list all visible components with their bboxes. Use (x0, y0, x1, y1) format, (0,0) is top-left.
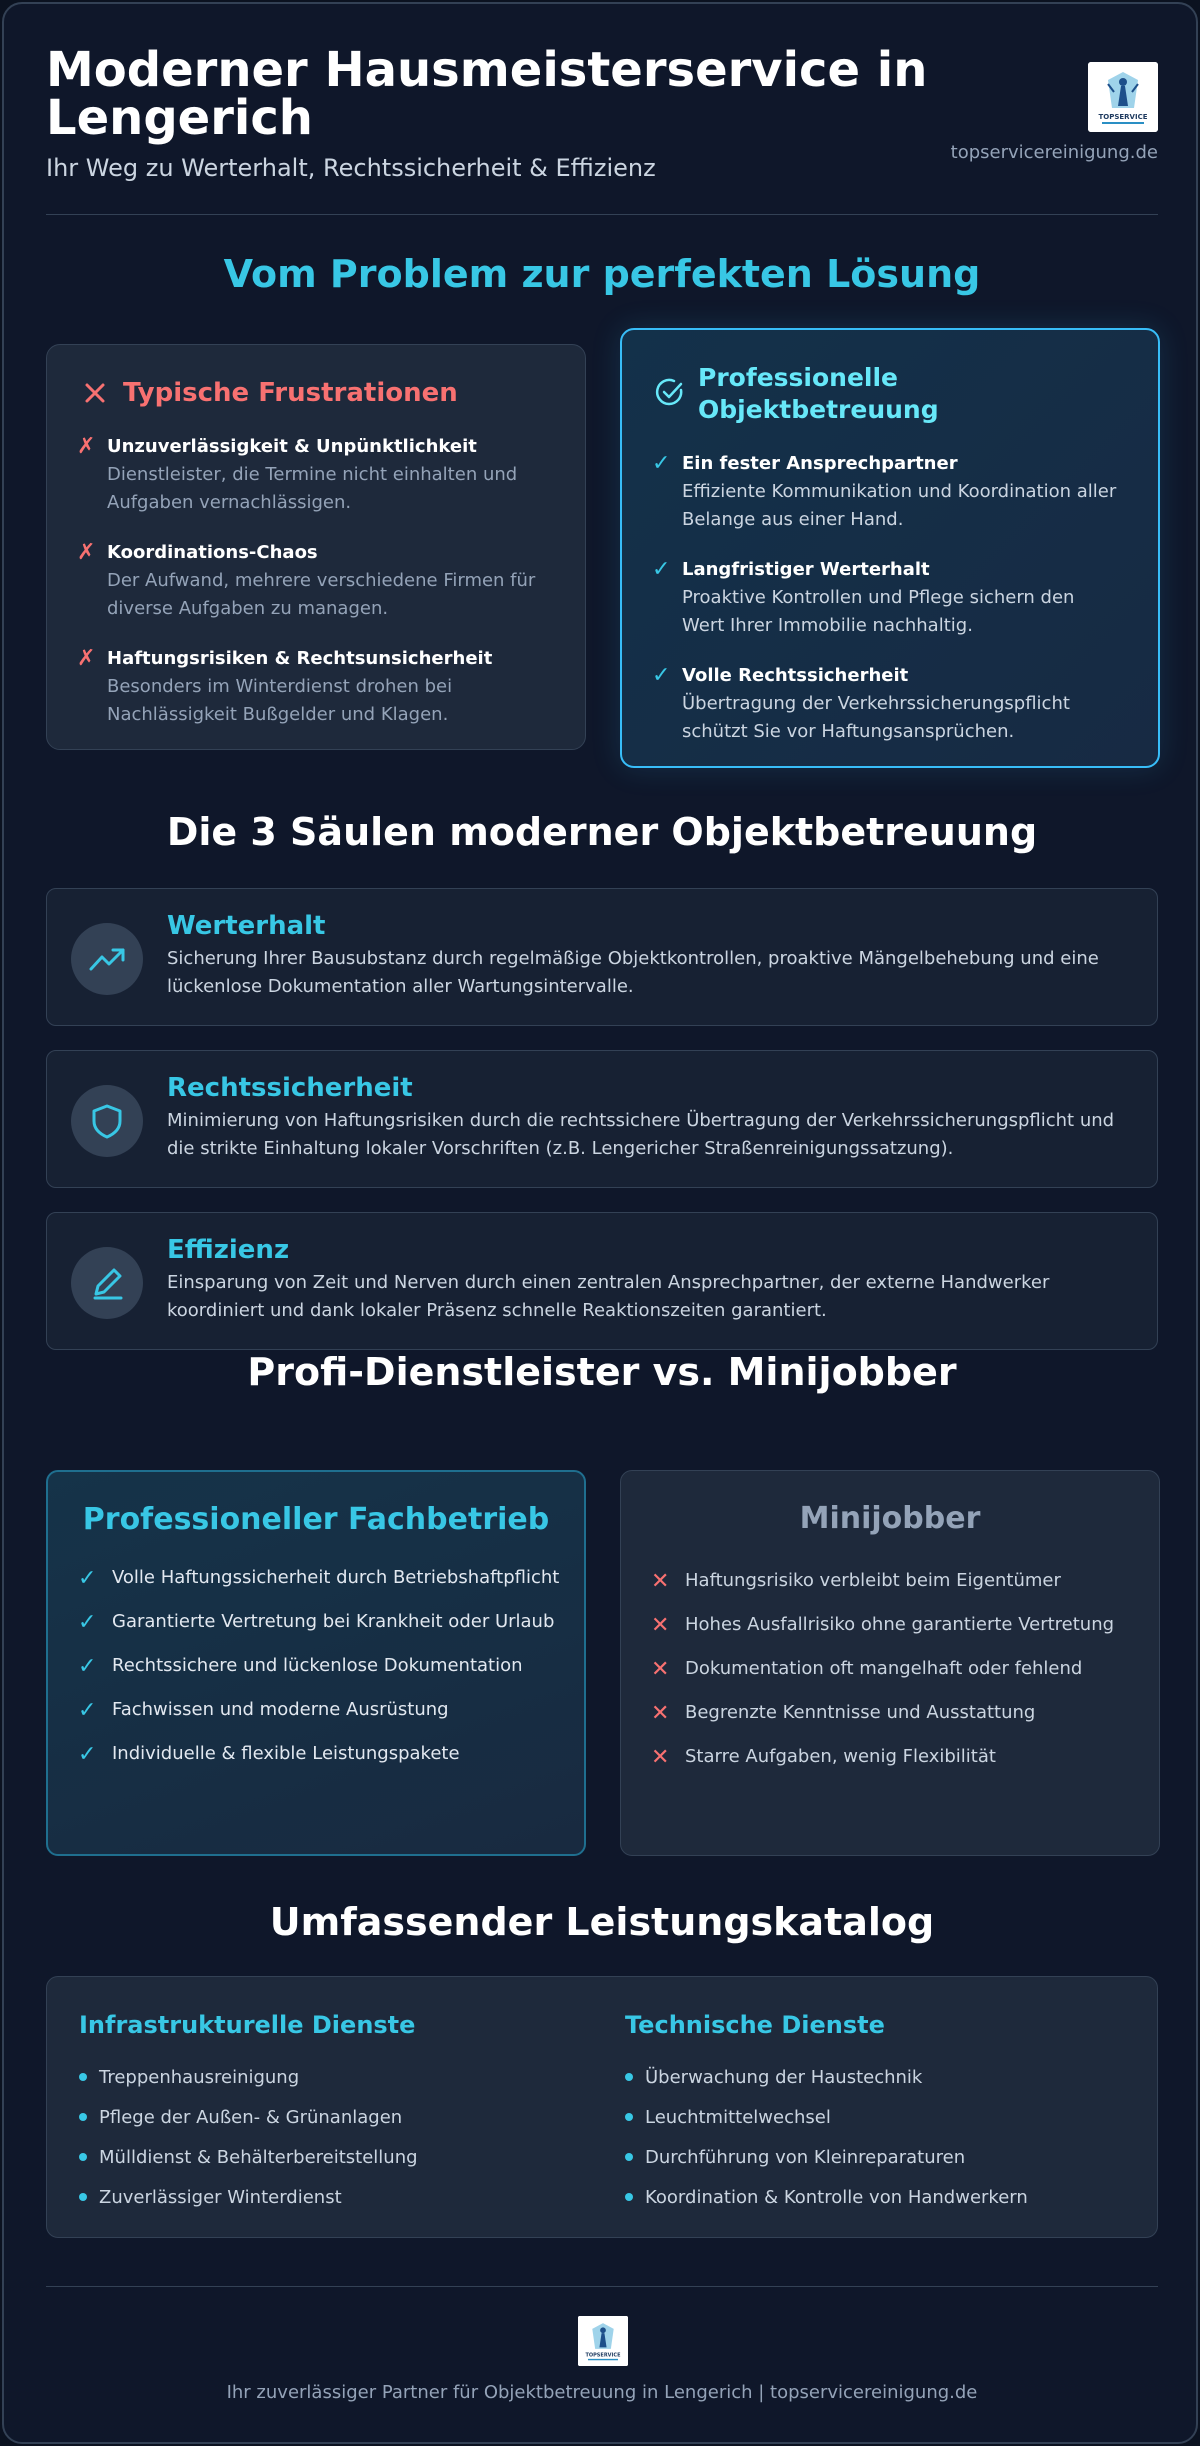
solution-item (652, 556, 1122, 640)
service-item (79, 2097, 579, 2137)
header (46, 42, 1158, 216)
pillar-card (46, 1050, 1158, 1188)
catalog-heading: Umfassender Leistungskatalog (269, 1900, 935, 1944)
check-circle-icon (654, 376, 686, 408)
page-subtitle: Ihr Weg zu Werterhalt, Rechtssicherheit & Effizienz (46, 154, 656, 182)
pillar-desc: Einsparung von Zeit und Nerven durch einen zentralen Ansprechpartner, der externe Handwerker koordiniert und dank lokaler Präsenz schnelle Reaktionszeiten garantiert. (167, 1272, 1050, 1321)
solutions-card (620, 328, 1160, 768)
minijobber-item-text: Begrenzte Kenntnisse und Ausstattung (685, 1702, 1036, 1723)
bullet-icon (79, 2073, 87, 2081)
problem-title: Koordinations-Chaos (107, 542, 318, 563)
trending-up-icon (87, 939, 127, 979)
service-item (625, 2057, 1125, 2097)
service-item-text: Pflege der Außen- & Grünanlagen (99, 2106, 403, 2128)
minijobber-item-text: Hohes Ausfallrisiko ohne garantierte Vertretung (685, 1614, 1115, 1635)
service-item-text: Treppenhausreinigung (99, 2066, 300, 2088)
company-logo (1088, 62, 1158, 132)
problem-item (77, 539, 557, 623)
minijobber-item (651, 1611, 1141, 1639)
pillar-title: Effizienz (167, 1235, 290, 1265)
pillar-card (46, 1212, 1158, 1350)
minijobber-item-text: Dokumentation oft mangelhaft oder fehlend (685, 1658, 1083, 1679)
bullet-icon (625, 2073, 633, 2081)
service-item (625, 2097, 1125, 2137)
pillar-title: Rechtssicherheit (167, 1073, 413, 1103)
professional-item (78, 1564, 568, 1592)
professional-title: Professioneller Fachbetrieb (82, 1502, 550, 1537)
bullet-icon (79, 2193, 87, 2201)
pencil-icon (87, 1263, 127, 1303)
cross-mark-icon: ✗ (77, 540, 96, 565)
professional-item (78, 1608, 568, 1636)
problem-desc: Dienstleister, die Termine nicht einhalten und Aufgaben vernachlässigen. (107, 464, 518, 513)
close-icon: ✕ (651, 1568, 670, 1594)
professional-item (78, 1696, 568, 1724)
logo-icon (578, 2316, 628, 2366)
infrastructure-column (79, 2011, 579, 2217)
pillar-icon-circle (71, 1085, 143, 1157)
solution-item (652, 662, 1122, 746)
solution-desc: Proaktive Kontrollen und Pflege sichern den Wert Ihrer Immobilie nachhaltig. (682, 587, 1075, 636)
solution-desc: Effiziente Kommunikation und Koordination aller Belange aus einer Hand. (682, 481, 1117, 530)
pillars-heading: Die 3 Säulen moderner Objektbetreuung (166, 810, 1038, 854)
minijobber-item (651, 1743, 1141, 1771)
service-item (79, 2177, 579, 2217)
solution-item (652, 450, 1122, 534)
problem-title: Haftungsrisiken & Rechtsunsicherheit (107, 648, 493, 669)
close-icon: ✕ (651, 1612, 670, 1638)
service-item-text: Leuchtmittelwechsel (645, 2106, 831, 2128)
header-divider (46, 214, 1158, 215)
pillar-title: Werterhalt (167, 911, 326, 941)
check-icon: ✓ (78, 1653, 97, 1679)
check-icon: ✓ (78, 1741, 97, 1767)
footer-divider (46, 2286, 1158, 2287)
service-item (79, 2057, 579, 2097)
pillar-card (46, 888, 1158, 1026)
problems-title: Typische Frustrationen (123, 378, 458, 408)
comparison-heading: Profi-Dienstleister vs. Minijobber (247, 1350, 957, 1394)
bullet-icon (625, 2153, 633, 2161)
logo-wordmark: TOPSERVICE (1098, 113, 1148, 121)
technical-title: Technische Dienste (625, 2011, 885, 2039)
pillar-desc: Minimierung von Haftungsrisiken durch die rechtssichere Übertragung der Verkehrssicherungspflicht und die strikte Einhaltung lokaler Vorschriften (z.B. Lengericher Straßenreinigungssatzung). (167, 1110, 1115, 1159)
service-item-text: Mülldienst & Behälterbereitstellung (99, 2146, 418, 2168)
problems-card (46, 344, 586, 750)
bullet-icon (79, 2153, 87, 2161)
close-icon: ✕ (651, 1744, 670, 1770)
bullet-icon (79, 2113, 87, 2121)
professional-item-text: Fachwissen und moderne Ausrüstung (112, 1699, 449, 1720)
professional-item-text: Volle Haftungssicherheit durch Betriebshaftpflicht (112, 1567, 560, 1588)
pillar-desc: Sicherung Ihrer Bausubstanz durch regelmäßige Objektkontrollen, proaktive Mängelbehebung und eine lückenlose Dokumentation aller Wartungsintervalle. (167, 948, 1099, 997)
pillar-icon-circle (71, 923, 143, 995)
check-icon: ✓ (78, 1609, 97, 1635)
check-mark-icon: ✓ (652, 451, 671, 476)
minijobber-item (651, 1655, 1141, 1683)
professional-item (78, 1652, 568, 1680)
service-item (79, 2137, 579, 2177)
shield-icon (87, 1101, 127, 1141)
service-item-text: Koordination & Kontrolle von Handwerkern (645, 2186, 1028, 2208)
cross-mark-icon: ✗ (77, 434, 96, 459)
minijobber-title: Minijobber (799, 1501, 981, 1536)
services-catalog (46, 1976, 1158, 2238)
cross-mark-icon: ✗ (77, 646, 96, 671)
professional-item (78, 1740, 568, 1768)
close-icon: ✕ (651, 1656, 670, 1682)
professional-item-text: Rechtssichere und lückenlose Dokumentation (112, 1655, 523, 1676)
problem-desc: Der Aufwand, mehrere verschiedene Firmen für diverse Aufgaben zu managen. (107, 570, 536, 619)
solutions-title: Professionelle Objektbetreuung (698, 363, 939, 424)
minijobber-item (651, 1567, 1141, 1595)
professional-item-text: Individuelle & flexible Leistungspakete (112, 1743, 460, 1764)
solution-title: Langfristiger Werterhalt (682, 559, 930, 580)
service-item (625, 2177, 1125, 2217)
service-item (625, 2137, 1125, 2177)
minijobber-card (620, 1470, 1160, 1856)
technical-column (625, 2011, 1125, 2217)
minijobber-item-text: Haftungsrisiko verbleibt beim Eigentümer (685, 1570, 1061, 1591)
problem-item (77, 433, 557, 517)
footer-text: Ihr zuverlässiger Partner für Objektbetreuung in Lengerich | topservicereinigung.de (226, 2382, 978, 2403)
infographic-page (2, 2, 1198, 2444)
problem-solution-heading: Vom Problem zur perfekten Lösung (223, 252, 981, 296)
pillar-icon-circle (71, 1247, 143, 1319)
solution-title: Ein fester Ansprechpartner (682, 453, 958, 474)
check-icon: ✓ (78, 1565, 97, 1591)
service-item-text: Durchführung von Kleinreparaturen (645, 2146, 966, 2168)
minijobber-item-text: Starre Aufgaben, wenig Flexibilität (685, 1746, 996, 1767)
bullet-icon (625, 2113, 633, 2121)
infrastructure-title: Infrastrukturelle Dienste (79, 2011, 416, 2039)
check-icon: ✓ (78, 1697, 97, 1723)
check-mark-icon: ✓ (652, 663, 671, 688)
problem-item (77, 645, 557, 729)
solution-title: Volle Rechtssicherheit (682, 665, 909, 686)
close-icon: ✕ (651, 1700, 670, 1726)
logo-icon (1088, 62, 1158, 132)
problem-title: Unzuverlässigkeit & Unpünktlichkeit (107, 436, 477, 457)
professional-card (46, 1470, 586, 1856)
professional-item-text: Garantierte Vertretung bei Krankheit oder Urlaub (112, 1611, 555, 1632)
service-item-text: Überwachung der Haustechnik (645, 2066, 923, 2088)
page-title: Moderner Hausmeisterservice in Lengerich (46, 42, 928, 146)
logo-wordmark: TOPSERVICE (585, 2352, 621, 2359)
bullet-icon (625, 2193, 633, 2201)
minijobber-item (651, 1699, 1141, 1727)
close-icon (79, 377, 111, 409)
problem-desc: Besonders im Winterdienst drohen bei Nachlässigkeit Bußgelder und Klagen. (107, 676, 453, 725)
footer-logo (578, 2316, 628, 2366)
service-item-text: Zuverlässiger Winterdienst (99, 2186, 342, 2208)
solution-desc: Übertragung der Verkehrssicherungspflicht schützt Sie vor Haftungsansprüchen. (682, 693, 1070, 742)
check-mark-icon: ✓ (652, 557, 671, 582)
website-link[interactable]: topservicereinigung.de (950, 142, 1158, 163)
